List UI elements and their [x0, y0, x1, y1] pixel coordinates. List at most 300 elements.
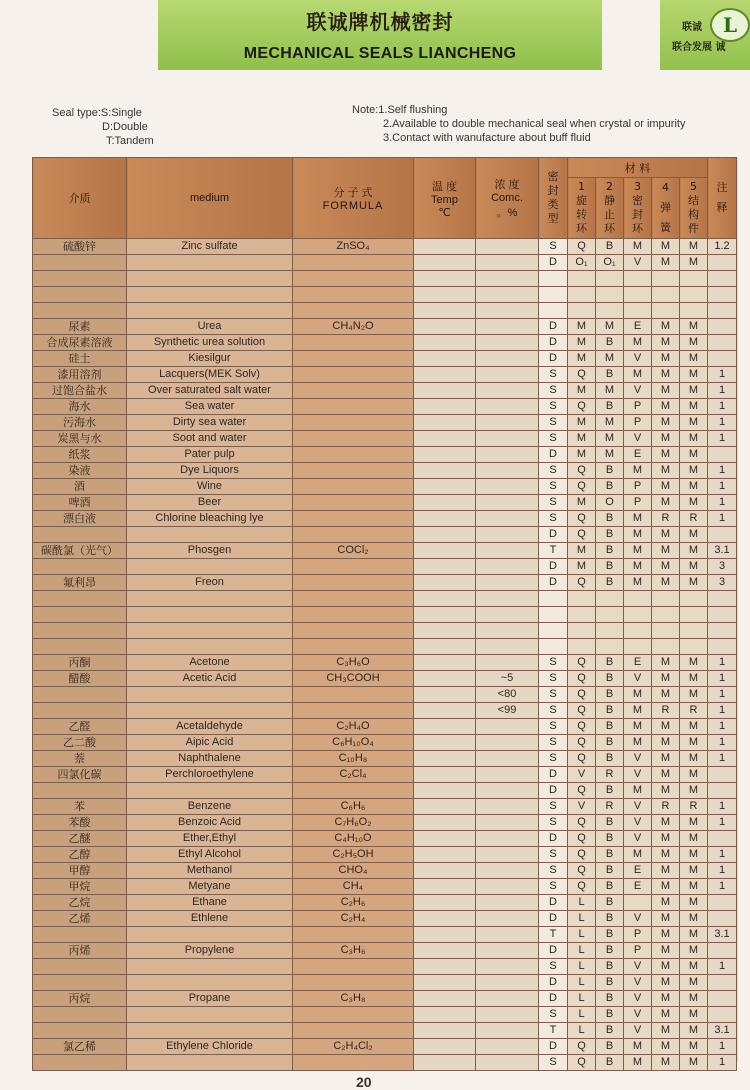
cell-concentration	[476, 415, 539, 431]
cell-structure: M	[680, 975, 708, 991]
cell-medium-cn	[33, 527, 127, 543]
table-row	[33, 463, 737, 479]
cell-structure: M	[680, 367, 708, 383]
cell-seal-ring: M	[624, 527, 652, 543]
cell-medium-cn	[33, 639, 127, 655]
cell-stationary-ring: B	[596, 847, 624, 863]
cell-spring	[652, 639, 680, 655]
cell-formula: C₃H₈	[293, 991, 414, 1007]
cell-formula: C₂H₆	[293, 895, 414, 911]
cell-temp	[414, 591, 476, 607]
cell-seal-ring: P	[624, 495, 652, 511]
cell-structure	[680, 303, 708, 319]
cell-concentration	[476, 319, 539, 335]
table-row	[33, 415, 737, 431]
cell-concentration	[476, 287, 539, 303]
cell-stationary-ring	[596, 591, 624, 607]
cell-rotating-ring: Q	[568, 367, 596, 383]
cell-formula	[293, 783, 414, 799]
cell-stationary-ring: B	[596, 927, 624, 943]
cell-medium-cn: 乙醇	[33, 847, 127, 863]
cell-remark: 1	[708, 655, 737, 671]
cell-formula	[293, 959, 414, 975]
cell-seal-type: D	[539, 559, 568, 575]
cell-structure: M	[680, 351, 708, 367]
cell-seal-ring: V	[624, 671, 652, 687]
cell-stationary-ring: B	[596, 399, 624, 415]
cell-stationary-ring: B	[596, 575, 624, 591]
cell-rotating-ring: Q	[568, 511, 596, 527]
cell-structure: M	[680, 527, 708, 543]
cell-spring: M	[652, 671, 680, 687]
cell-seal-type	[539, 271, 568, 287]
cell-spring: M	[652, 463, 680, 479]
cell-stationary-ring: B	[596, 527, 624, 543]
cell-medium-en: Metyane	[127, 879, 293, 895]
cell-spring: M	[652, 783, 680, 799]
cell-stationary-ring	[596, 623, 624, 639]
cell-temp	[414, 239, 476, 255]
cell-rotating-ring: Q	[568, 1055, 596, 1071]
cell-structure: R	[680, 703, 708, 719]
cell-formula: C₃H₆	[293, 943, 414, 959]
cell-stationary-ring: M	[596, 383, 624, 399]
cell-seal-type: S	[539, 511, 568, 527]
cell-remark	[708, 351, 737, 367]
cell-concentration	[476, 895, 539, 911]
cell-structure: M	[680, 655, 708, 671]
cell-stationary-ring: B	[596, 783, 624, 799]
cell-temp	[414, 511, 476, 527]
cell-remark: 1	[708, 879, 737, 895]
cell-rotating-ring: Q	[568, 703, 596, 719]
cell-concentration	[476, 495, 539, 511]
cell-rotating-ring	[568, 623, 596, 639]
cell-rotating-ring: M	[568, 495, 596, 511]
cell-seal-type	[539, 607, 568, 623]
cell-rotating-ring: Q	[568, 783, 596, 799]
cell-temp	[414, 783, 476, 799]
cell-medium-en: Pater pulp	[127, 447, 293, 463]
table-row	[33, 303, 737, 319]
cell-temp	[414, 863, 476, 879]
cell-medium-cn: 海水	[33, 399, 127, 415]
cell-concentration	[476, 751, 539, 767]
cell-medium-cn: 氟利昂	[33, 575, 127, 591]
cell-remark: 1	[708, 415, 737, 431]
table-row	[33, 447, 737, 463]
cell-stationary-ring: B	[596, 751, 624, 767]
cell-remark	[708, 527, 737, 543]
cell-rotating-ring: M	[568, 351, 596, 367]
table-row	[33, 1007, 737, 1023]
cell-seal-type: D	[539, 319, 568, 335]
cell-spring: M	[652, 975, 680, 991]
cell-seal-ring: M	[624, 463, 652, 479]
cell-spring: M	[652, 719, 680, 735]
cell-seal-ring: V	[624, 1007, 652, 1023]
cell-remark	[708, 1007, 737, 1023]
cell-formula: C₂H₄	[293, 911, 414, 927]
cell-temp	[414, 975, 476, 991]
cell-stationary-ring: B	[596, 511, 624, 527]
table-row	[33, 511, 737, 527]
cell-formula: C₄H₁₀O	[293, 831, 414, 847]
cell-seal-ring: M	[624, 559, 652, 575]
cell-structure	[680, 287, 708, 303]
cell-spring: M	[652, 943, 680, 959]
cell-stationary-ring: M	[596, 415, 624, 431]
cell-seal-ring: V	[624, 255, 652, 271]
cell-medium-cn: 纸浆	[33, 447, 127, 463]
cell-medium-en	[127, 687, 293, 703]
seal-type-legend	[52, 106, 154, 148]
cell-formula	[293, 1023, 414, 1039]
cell-seal-type: S	[539, 959, 568, 975]
cell-temp	[414, 1007, 476, 1023]
cell-temp	[414, 751, 476, 767]
cell-formula	[293, 703, 414, 719]
cell-medium-cn	[33, 303, 127, 319]
cell-structure: M	[680, 495, 708, 511]
cell-stationary-ring: R	[596, 767, 624, 783]
table-row	[33, 1055, 737, 1071]
cell-spring: R	[652, 799, 680, 815]
table-row	[33, 607, 737, 623]
cell-seal-ring: M	[624, 847, 652, 863]
cell-structure: M	[680, 431, 708, 447]
cell-seal-type: S	[539, 751, 568, 767]
header-rotating-ring: 1旋转环	[568, 178, 596, 239]
cell-concentration: ~5	[476, 671, 539, 687]
cell-formula: C₆H₆	[293, 799, 414, 815]
cell-formula	[293, 511, 414, 527]
cell-structure: M	[680, 879, 708, 895]
cell-seal-type: D	[539, 783, 568, 799]
cell-temp	[414, 447, 476, 463]
cell-medium-cn: 四氯化碳	[33, 767, 127, 783]
header-seal-ring: 3密封环	[624, 178, 652, 239]
cell-structure: M	[680, 255, 708, 271]
cell-stationary-ring: B	[596, 1007, 624, 1023]
cell-concentration	[476, 511, 539, 527]
cell-formula: C₂H₄O	[293, 719, 414, 735]
cell-remark: 1	[708, 495, 737, 511]
cell-remark: 1	[708, 799, 737, 815]
cell-stationary-ring	[596, 303, 624, 319]
cell-rotating-ring	[568, 639, 596, 655]
cell-medium-cn	[33, 687, 127, 703]
cell-structure: R	[680, 511, 708, 527]
cell-stationary-ring: B	[596, 735, 624, 751]
cell-concentration	[476, 959, 539, 975]
cell-rotating-ring: L	[568, 1023, 596, 1039]
cell-rotating-ring: M	[568, 335, 596, 351]
cell-medium-cn	[33, 783, 127, 799]
cell-rotating-ring: Q	[568, 815, 596, 831]
cell-seal-ring: V	[624, 1023, 652, 1039]
cell-medium-cn: 甲醇	[33, 863, 127, 879]
cell-structure: R	[680, 799, 708, 815]
cell-temp	[414, 799, 476, 815]
cell-spring: M	[652, 495, 680, 511]
cell-spring: M	[652, 751, 680, 767]
cell-seal-ring	[624, 591, 652, 607]
cell-medium-cn	[33, 607, 127, 623]
cell-seal-type: S	[539, 367, 568, 383]
table-row	[33, 831, 737, 847]
cell-spring: M	[652, 991, 680, 1007]
page-number: 20	[356, 1074, 372, 1090]
cell-stationary-ring: B	[596, 1055, 624, 1071]
cell-medium-cn: 硫酸锌	[33, 239, 127, 255]
cell-remark	[708, 991, 737, 1007]
header-medium-cn: 介质	[33, 158, 127, 239]
cell-seal-type: D	[539, 975, 568, 991]
note-line: Note:1.Self flushing	[352, 104, 448, 116]
cell-rotating-ring	[568, 271, 596, 287]
cell-seal-type: S	[539, 1055, 568, 1071]
cell-concentration	[476, 527, 539, 543]
cell-concentration	[476, 623, 539, 639]
cell-remark	[708, 591, 737, 607]
cell-formula	[293, 1055, 414, 1071]
cell-structure	[680, 607, 708, 623]
cell-temp	[414, 959, 476, 975]
cell-concentration	[476, 559, 539, 575]
cell-stationary-ring: B	[596, 911, 624, 927]
cell-temp	[414, 623, 476, 639]
cell-medium-en: Ethylene Chloride	[127, 1039, 293, 1055]
cell-temp	[414, 719, 476, 735]
cell-medium-cn: 萘	[33, 751, 127, 767]
cell-temp	[414, 495, 476, 511]
cell-structure: M	[680, 767, 708, 783]
cell-concentration	[476, 719, 539, 735]
cell-medium-en: Kiesilgur	[127, 351, 293, 367]
cell-seal-type: D	[539, 351, 568, 367]
cell-medium-en: Lacquers(MEK Solv)	[127, 367, 293, 383]
cell-concentration	[476, 943, 539, 959]
cell-temp	[414, 671, 476, 687]
cell-concentration	[476, 911, 539, 927]
cell-spring: M	[652, 767, 680, 783]
cell-rotating-ring: L	[568, 943, 596, 959]
cell-seal-ring: M	[624, 1039, 652, 1055]
logo-slogan: 联合发展 诚	[672, 42, 726, 53]
header-temp: 温 度 Temp ℃	[414, 158, 476, 239]
cell-seal-type: D	[539, 527, 568, 543]
cell-concentration	[476, 783, 539, 799]
cell-rotating-ring: Q	[568, 1039, 596, 1055]
cell-medium-cn: 尿素	[33, 319, 127, 335]
cell-medium-cn	[33, 927, 127, 943]
table-row	[33, 943, 737, 959]
table-row	[33, 671, 737, 687]
cell-medium-cn: 漂白液	[33, 511, 127, 527]
header-formula: 分 子 式 FORMULA	[293, 158, 414, 239]
cell-medium-en	[127, 959, 293, 975]
cell-temp	[414, 911, 476, 927]
cell-spring: R	[652, 511, 680, 527]
cell-structure: M	[680, 575, 708, 591]
cell-medium-cn: 硅土	[33, 351, 127, 367]
cell-temp	[414, 767, 476, 783]
table-body	[33, 239, 737, 1071]
cell-formula	[293, 271, 414, 287]
cell-medium-cn	[33, 959, 127, 975]
cell-seal-type	[539, 303, 568, 319]
cell-seal-ring: M	[624, 335, 652, 351]
cell-seal-ring	[624, 895, 652, 911]
cell-stationary-ring: B	[596, 943, 624, 959]
cell-spring: M	[652, 879, 680, 895]
cell-temp	[414, 543, 476, 559]
cell-remark: 1	[708, 751, 737, 767]
cell-temp	[414, 703, 476, 719]
cell-stationary-ring: O	[596, 495, 624, 511]
legend-line: T:Tandem	[106, 135, 154, 147]
cell-spring: M	[652, 367, 680, 383]
cell-medium-en	[127, 927, 293, 943]
cell-rotating-ring: Q	[568, 671, 596, 687]
cell-concentration	[476, 303, 539, 319]
cell-remark: 1	[708, 815, 737, 831]
cell-concentration	[476, 607, 539, 623]
cell-formula: C₂H₅OH	[293, 847, 414, 863]
cell-seal-type: D	[539, 911, 568, 927]
cell-seal-type: S	[539, 479, 568, 495]
cell-structure: M	[680, 399, 708, 415]
cell-stationary-ring: B	[596, 1039, 624, 1055]
legend-line: D:Double	[102, 121, 148, 133]
table-row	[33, 239, 737, 255]
table-row	[33, 879, 737, 895]
table-row	[33, 543, 737, 559]
table-row	[33, 639, 737, 655]
logo-mark-icon: L	[710, 8, 750, 42]
cell-temp	[414, 735, 476, 751]
cell-concentration	[476, 543, 539, 559]
cell-formula	[293, 495, 414, 511]
cell-spring	[652, 287, 680, 303]
cell-seal-type: T	[539, 927, 568, 943]
cell-medium-cn: 碳酰氯（光气）	[33, 543, 127, 559]
cell-remark	[708, 623, 737, 639]
table-row	[33, 751, 737, 767]
cell-remark: 1	[708, 703, 737, 719]
cell-stationary-ring: B	[596, 959, 624, 975]
cell-formula	[293, 527, 414, 543]
cell-temp	[414, 1023, 476, 1039]
cell-medium-cn: 啤酒	[33, 495, 127, 511]
cell-seal-ring: V	[624, 799, 652, 815]
cell-structure: M	[680, 927, 708, 943]
cell-seal-ring: M	[624, 783, 652, 799]
cell-medium-en	[127, 255, 293, 271]
cell-medium-en	[127, 607, 293, 623]
cell-seal-type: S	[539, 879, 568, 895]
cell-medium-en	[127, 783, 293, 799]
cell-seal-ring: V	[624, 351, 652, 367]
cell-spring	[652, 303, 680, 319]
cell-concentration	[476, 1007, 539, 1023]
cell-spring: M	[652, 815, 680, 831]
cell-medium-cn	[33, 255, 127, 271]
cell-spring: M	[652, 687, 680, 703]
cell-rotating-ring: O₁	[568, 255, 596, 271]
cell-medium-en	[127, 591, 293, 607]
table-row	[33, 287, 737, 303]
cell-concentration	[476, 367, 539, 383]
cell-seal-ring: V	[624, 911, 652, 927]
cell-seal-ring: E	[624, 879, 652, 895]
cell-concentration	[476, 655, 539, 671]
cell-spring: M	[652, 735, 680, 751]
cell-rotating-ring: L	[568, 895, 596, 911]
cell-structure	[680, 623, 708, 639]
cell-temp	[414, 655, 476, 671]
cell-spring: M	[652, 479, 680, 495]
cell-structure: M	[680, 831, 708, 847]
cell-formula	[293, 351, 414, 367]
cell-concentration	[476, 463, 539, 479]
cell-seal-type: D	[539, 447, 568, 463]
cell-stationary-ring: B	[596, 831, 624, 847]
table-row	[33, 1023, 737, 1039]
cell-structure: M	[680, 735, 708, 751]
cell-stationary-ring: B	[596, 655, 624, 671]
cell-seal-type: D	[539, 991, 568, 1007]
cell-seal-ring: V	[624, 751, 652, 767]
cell-temp	[414, 287, 476, 303]
cell-spring: M	[652, 1023, 680, 1039]
table-row	[33, 1039, 737, 1055]
cell-rotating-ring: M	[568, 383, 596, 399]
cell-seal-type	[539, 287, 568, 303]
cell-remark: 3	[708, 559, 737, 575]
cell-remark: 3	[708, 575, 737, 591]
cell-medium-cn: 醋酸	[33, 671, 127, 687]
cell-temp	[414, 303, 476, 319]
cell-concentration	[476, 831, 539, 847]
cell-concentration	[476, 591, 539, 607]
table-row	[33, 575, 737, 591]
cell-medium-en: Dye Liquors	[127, 463, 293, 479]
cell-medium-en: Beer	[127, 495, 293, 511]
cell-spring: R	[652, 703, 680, 719]
cell-seal-ring: M	[624, 719, 652, 735]
cell-structure: M	[680, 479, 708, 495]
cell-spring: M	[652, 1039, 680, 1055]
cell-formula: C₇H₆O₂	[293, 815, 414, 831]
cell-temp	[414, 847, 476, 863]
cell-stationary-ring: M	[596, 447, 624, 463]
cell-remark: 1	[708, 959, 737, 975]
cell-spring: M	[652, 911, 680, 927]
cell-concentration	[476, 735, 539, 751]
cell-structure: M	[680, 415, 708, 431]
cell-temp	[414, 879, 476, 895]
cell-spring	[652, 591, 680, 607]
cell-concentration	[476, 431, 539, 447]
cell-rotating-ring: Q	[568, 527, 596, 543]
cell-formula: C₂Cl₄	[293, 767, 414, 783]
cell-seal-ring: P	[624, 927, 652, 943]
cell-medium-cn: 合成尿素溶液	[33, 335, 127, 351]
notes	[352, 103, 685, 145]
cell-seal-type: S	[539, 687, 568, 703]
